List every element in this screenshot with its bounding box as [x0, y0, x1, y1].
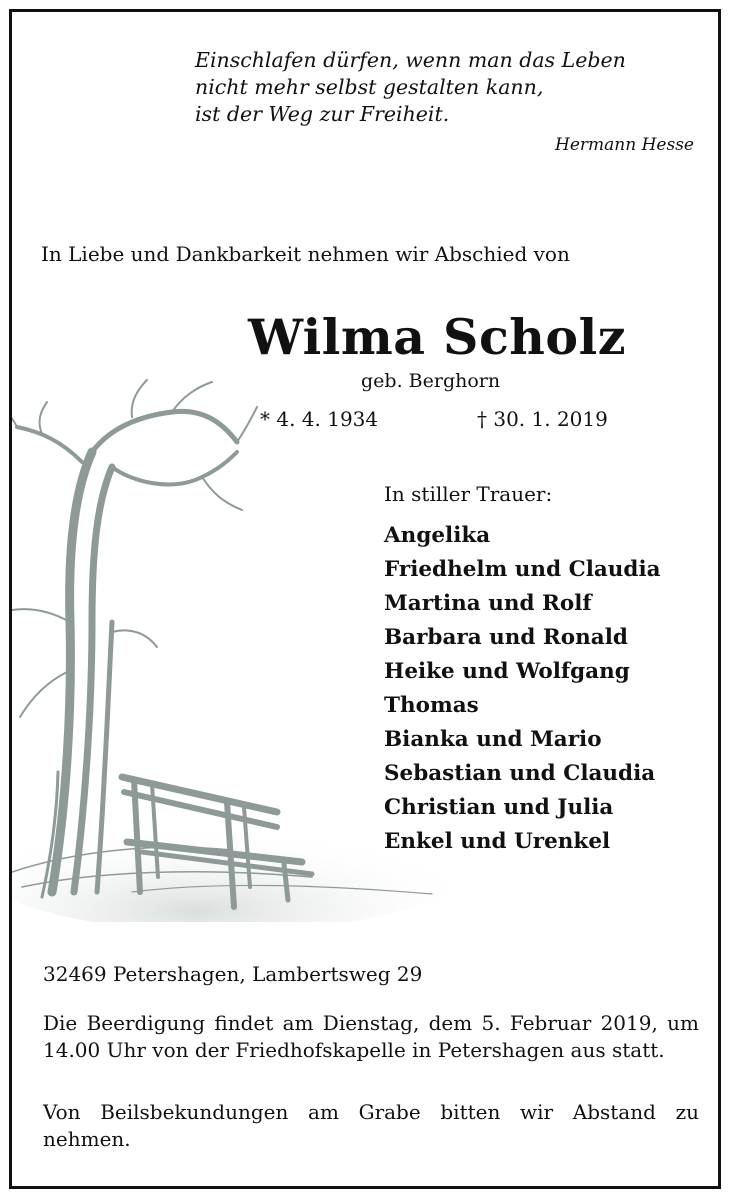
maiden-name: geb. Berghorn [361, 370, 501, 392]
quote-line: ist der Weg zur Freiheit. [195, 102, 450, 126]
quote-line: nicht mehr selbst gestalten kann, [195, 75, 544, 99]
obituary-notice [9, 9, 721, 1189]
condolence-notice: Von Beilsbekundungen am Grabe bitten wir Abstand zu nehmen. [43, 1100, 699, 1151]
quote-line: Einschlafen dürfen, wenn man das Leben [195, 48, 626, 72]
mourner-name: Enkel und Urenkel [384, 829, 611, 854]
funeral-notice: Die Beerdigung findet am Dienstag, dem 5. Februar 2019, um 14.00 Uhr von der Friedhofskapelle in Petershagen aus statt. [43, 1011, 699, 1062]
quote [195, 47, 705, 128]
death-date: † 30. 1. 2019 [477, 407, 608, 431]
mourner-name: Barbara und Ronald [384, 625, 628, 650]
mourner-name: Thomas [384, 693, 479, 718]
mourner-name: Angelika [384, 523, 491, 548]
mourner-name: Friedhelm und Claudia [384, 557, 661, 582]
quote-author: Hermann Hesse [555, 135, 694, 155]
mourners-title: In stiller Trauer: [384, 482, 553, 506]
mourners-list [384, 519, 661, 859]
mourner-name: Sebastian und Claudia [384, 761, 656, 786]
birth-date: * 4. 4. 1934 [260, 407, 379, 431]
intro-text: In Liebe und Dankbarkeit nehmen wir Abschied von [41, 242, 570, 266]
deceased-name: Wilma Scholz [248, 308, 627, 366]
mourner-name: Christian und Julia [384, 795, 614, 820]
address: 32469 Petershagen, Lambertsweg 29 [43, 962, 423, 986]
mourner-name: Heike und Wolfgang [384, 659, 630, 684]
mourner-name: Martina und Rolf [384, 591, 592, 616]
mourner-name: Bianka und Mario [384, 727, 602, 752]
